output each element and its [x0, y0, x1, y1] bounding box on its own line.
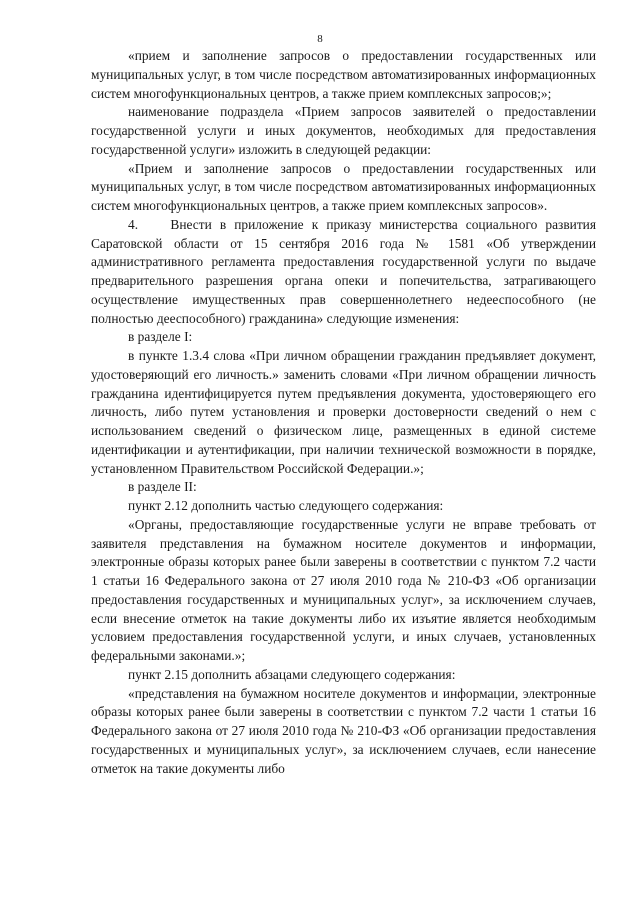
paragraph: «прием и заполнение запросов о предоставлении государственных или муниципальных услуг, в том числе посредством автоматизированных информационных систем многофункциональных центров, а также прием комплексных запросов;»; — [91, 48, 596, 101]
paragraph: в разделе II: — [128, 479, 197, 495]
paragraph: наименование подраздела «Прием запросов заявителей о предоставлении государственной услуги и иных документов, необходимых для предоставления государственной услуги» изложить в следующей редакции: — [91, 104, 596, 157]
paragraph: в разделе I: — [128, 329, 193, 345]
paragraph: «Прием и заполнение запросов о предоставлении государственных или муниципальных услуг, в том числе посредством автоматизированных информационных систем многофункциональных центров, а также прием комплексных запросов». — [91, 160, 596, 213]
paragraph: «Органы, предоставляющие государственные услуги не вправе требовать от заявителя представления на бумажном носителе документов и информации, электронные образы которых ранее были заверены в соответствии с пунктом 7.2 части 1 статьи 16 Федерального закона от 27 июля 2010 года № 210-ФЗ «Об организации предоставления государственных и муниципальных услуг», за исключением случаев, если внесение отметок на такие документы либо их изъятие является необходимым условием предоставления государственной услуги, и иных случаев, установленных федеральными законами.»; — [91, 516, 596, 663]
page-number: 8 — [317, 33, 323, 45]
document-body — [91, 47, 596, 778]
paragraph: пункт 2.15 дополнить абзацами следующего содержания: — [128, 666, 456, 682]
paragraph: пункт 2.12 дополнить частью следующего содержания: — [128, 498, 444, 513]
paragraph: 4. Внести в приложение к приказу министерства социального развития Саратовской области от 15 сентября 2016 года № 1581 «Об утверждении административного регламента предоставления государственной услуги по выдаче предварительного разрешения органа опеки и попечительства, затрагивающего осуществление имущественных прав совершеннолетнего недееспособного (не полностью дееспособного) гражданина» следующие изменения: — [91, 216, 596, 326]
paragraph: в пункте 1.3.4 слова «При личном обращении гражданин предъявляет документ, удостоверяющий его личность.» заменить словами «При личном обращении личность гражданина идентифицируется путем предъявления документа, удостоверяющего его личность, либо путем установления и проверки достоверности сведений о нем с использованием сведений о физическом лице, размещенных в единой системе идентификации и аутентификации, при наличии технической возможности в порядке, установленном Правительством Российской Федерации.»; — [91, 348, 596, 476]
paragraph: «представления на бумажном носителе документов и информации, электронные образы которых ранее были заверены в соответствии с пунктом 7.2 части 1 статьи 16 Федерального закона от 27 июля 2010 года № 210-ФЗ «Об организации предоставления государственных и муниципальных услуг», за исключением случаев, если нанесение отметок на такие документы либо — [91, 685, 596, 776]
